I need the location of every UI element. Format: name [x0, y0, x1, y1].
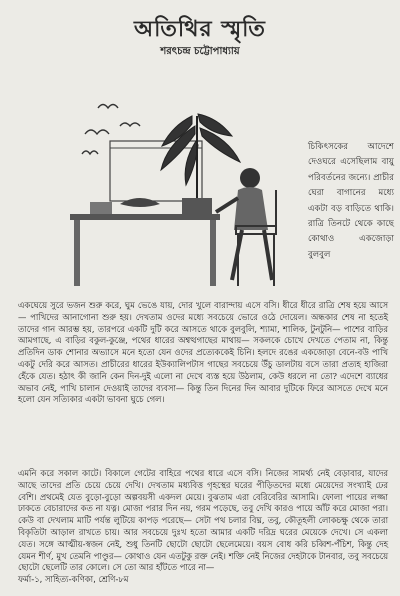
author-name: শরৎচন্দ্র চট্টোপাধ্যায়: [160, 46, 240, 57]
plant-icon: [161, 114, 240, 201]
birds-icon: [82, 105, 140, 155]
books-icon: [90, 202, 112, 214]
plant-pot: [182, 198, 212, 214]
story-title: অতিথির স্মৃতি: [134, 16, 266, 42]
illustration-man-at-desk: [50, 86, 298, 292]
paragraph-1: একঘেয়ে সুরে ভজন শুরু করে, ঘুম ভেঙে যায়, দোর খুলে বারান্দায় এসে বসি। ধীরে ধীরে রাত্রি শেষ হয়ে আসে— পাখিদের আনাগোনা শুরু হয়। দেখতাম ওদের মধ্যে সবচেয়ে ভোরে ওঠে দোয়েল। অন্ধকার শেষ না হতেই তাদের গান আরম্ভ হয়, তারপরে একটি দুটি করে আসতে থাকে বুলবুলি, শ্যামা, শালিক, টুনটুনি— পাশের বাড়ির আমগাছে, এ বাড়ির বকুল-কুঞ্জে, পথের ধারের অশ্বত্থগাছের মাথায়— সকলকে চোখে দেখতে পেতাম না, কিন্তু প্রতিদিন ডাক শোনার অভ্যাসে মনে হতো যেন ওদের প্রত্যেককেই চিনি। হলদে রঙের একজোড়া বেনে-বউ পাখি একটু দেরি করে আসত। প্রাচীরের ধারের ইউক্যালিপটাস গাছের সবচেয়ে উঁচু ডালটায় বসে তারা প্রত্যহ হাজিরা হেঁকে যেত। হঠাৎ কী জানি কেন দিন-দুই এলো না দেখে ব্যস্ত হয়ে উঠলাম, কেউ ধরলে না তো? এদেশে ব্যাধের অভাব নেই, পাখি চালান দেওয়াই তাদের ব্যবসা— কিন্তু তিন দিনের দিন আবার দুটিকে ফিরে আসতে দেখে মনে হলো যেন সত্যিকার একটা ভাবনা ঘুচে গেল।: [18, 300, 388, 405]
cat-icon: [120, 198, 160, 207]
page-footer: ফর্মা-১, সাহিত্য-কণিকা, শ্রেণি-৮ম: [18, 574, 129, 584]
paragraph-2: এমনি করে সকাল কাটে। বিকালে গেটের বাহিরে পথের ধারে এসে বসি। নিজের সামর্থ্য নেই বেড়াবার, যাদের আছে তাদের প্রতি চেয়ে চেয়ে দেখি। দেখতাম মধ্যবিত্ত গৃহস্থের ঘরের পীড়িতদের মধ্যে মেয়েদের সংখ্যাই ঢের বেশি। প্রথমেই যেত বুড়ো-বুড়ো অল্পবয়সী একদল মেয়ে। বুঝতাম এরা বেরিবেরির আসামি। ফোলা পায়ের লজ্জা ঢাকতে বেচারাদের কত না যত্ন। মোজা পরার দিন নয়, গরম পড়েছে, তবু দেখি কারও পায়ে আঁট করে মোজা পরা। কেউ বা দেখলাম মাটি পর্যন্ত লুটিয়ে কাপড় পরেছে— সেটা পথ চলার বিঘ্ন, তবু, কৌতূহলী লোকচক্ষু থেকে তারা বিকৃতিটা আড়াল রাখতে চায়। আর সবচেয়ে দুঃখ হতো আমার একটি দরিদ্র ঘরের মেয়েকে দেখে। সে একলা যেত। সঙ্গে আত্মীয়-স্বজন নেই, শুধু তিনটি ছোটো ছোটো ছেলেমেয়ে। বয়স বোধ করি চব্বিশ-পঁচিশ, কিন্তু দেহ যেমন শীর্ণ, মুখ তেমনি পাণ্ডুর— কোথাও যেন এতটুকু রক্ত নেই। শক্তি নেই নিজের দেহটাকে টানবার, তবু সবচেয়ে ছোটো ছেলেটি তার কোলে। সে তো আর হাঁটতে পারে না—: [18, 468, 388, 573]
desk-top: [70, 214, 220, 220]
side-paragraph: চিকিৎসকের আদেশে দেওঘরে এসেছিলাম বায়ু পরিবর্তনের জন্যে। প্রাচীর ঘেরা বাগানের মধ্যে একটা বড় বাড়িতে থাকি। রাত্রি তিনটে থেকে কাছে কোথাও একজোড়া বুলবুল: [308, 142, 394, 260]
man-writing-figure: [216, 168, 272, 280]
